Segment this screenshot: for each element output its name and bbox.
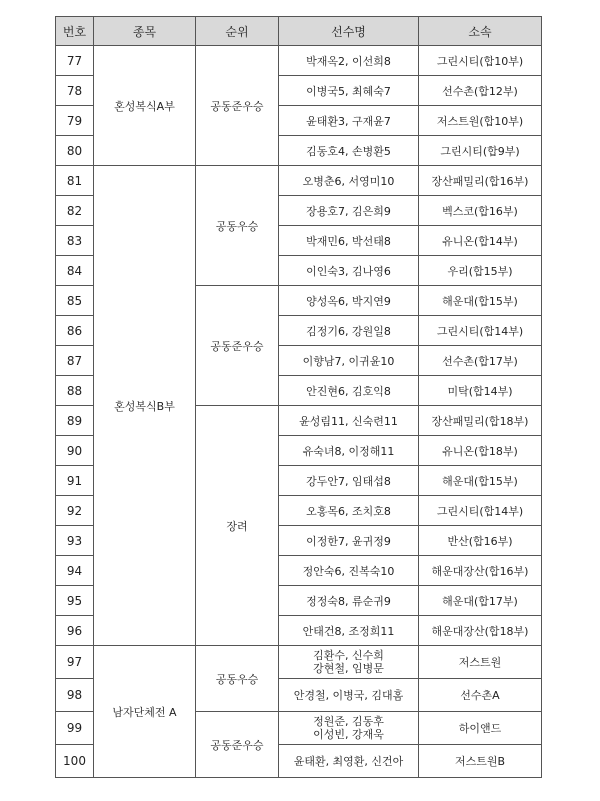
club-cell: 하이앤드: [419, 712, 542, 745]
club-cell: 선수촌(합17부): [419, 346, 542, 376]
event-cell: 혼성복식A부: [94, 46, 196, 166]
club-cell: 그린시티(합14부): [419, 496, 542, 526]
row-number: 81: [56, 166, 94, 196]
club-cell: 미탁(합14부): [419, 376, 542, 406]
header-players: 선수명: [279, 17, 419, 46]
rank-cell: 공동준우승: [196, 712, 279, 778]
row-number: 94: [56, 556, 94, 586]
rank-cell: 공동우승: [196, 166, 279, 286]
row-number: 92: [56, 496, 94, 526]
players-cell: [279, 712, 419, 745]
players-cell: 김정기6, 강원일8: [279, 316, 419, 346]
row-number: 95: [56, 586, 94, 616]
players-cell: 이향남7, 이귀윤10: [279, 346, 419, 376]
players-cell: 장용호7, 김은희9: [279, 196, 419, 226]
row-number: 99: [56, 712, 94, 745]
row-number: 98: [56, 679, 94, 712]
row-number: 90: [56, 436, 94, 466]
event-cell: 남자단체전 A: [94, 646, 196, 778]
players-cell: 오병춘6, 서영미10: [279, 166, 419, 196]
row-number: 79: [56, 106, 94, 136]
rank-cell: 공동준우승: [196, 46, 279, 166]
players-cell: 이정한7, 윤귀정9: [279, 526, 419, 556]
players-line: 김환수, 신수희: [313, 649, 384, 662]
players-line: 이성빈, 강재욱: [313, 728, 384, 741]
row-number: 80: [56, 136, 94, 166]
club-cell: 해운대장산(합18부): [419, 616, 542, 646]
header-club: 소속: [419, 17, 542, 46]
row-number: 83: [56, 226, 94, 256]
row-number: 88: [56, 376, 94, 406]
header-rank: 순위: [196, 17, 279, 46]
players-line: 강현철, 임병문: [313, 662, 384, 675]
players-cell: [279, 646, 419, 679]
players-cell: 정정숙8, 류순귀9: [279, 586, 419, 616]
club-cell: 해운대(합15부): [419, 286, 542, 316]
players-cell: 안진현6, 김호익8: [279, 376, 419, 406]
table-row: [56, 46, 542, 76]
club-cell: 우리(합15부): [419, 256, 542, 286]
club-cell: 해운대장산(합16부): [419, 556, 542, 586]
club-cell: 선수촌(합12부): [419, 76, 542, 106]
club-cell: 유니온(합14부): [419, 226, 542, 256]
row-number: 85: [56, 286, 94, 316]
players-cell: 윤태환3, 구재윤7: [279, 106, 419, 136]
club-cell: 장산패밀리(합18부): [419, 406, 542, 436]
club-cell: 반산(합16부): [419, 526, 542, 556]
players-cell: 강두안7, 임태섭8: [279, 466, 419, 496]
rank-cell: 공동준우승: [196, 286, 279, 406]
players-cell: 박재옥2, 이선희8: [279, 46, 419, 76]
club-cell: 벡스코(합16부): [419, 196, 542, 226]
row-number: 89: [56, 406, 94, 436]
players-cell: 윤태환, 최영환, 신건아: [279, 745, 419, 778]
club-cell: 유니온(합18부): [419, 436, 542, 466]
row-number: 78: [56, 76, 94, 106]
header-row: [56, 17, 542, 46]
header-number: 번호: [56, 17, 94, 46]
players-cell: 윤성림11, 신숙련11: [279, 406, 419, 436]
club-cell: 선수촌A: [419, 679, 542, 712]
players-cell: 이인숙3, 김나영6: [279, 256, 419, 286]
club-cell: 그린시티(합14부): [419, 316, 542, 346]
club-cell: 해운대(합15부): [419, 466, 542, 496]
results-table: [55, 16, 542, 778]
row-number: 87: [56, 346, 94, 376]
players-cell: 오홍목6, 조치호8: [279, 496, 419, 526]
players-cell: 안태건8, 조정희11: [279, 616, 419, 646]
club-cell: 저스트원B: [419, 745, 542, 778]
row-number: 91: [56, 466, 94, 496]
players-line: 정원준, 김동후: [313, 715, 384, 728]
row-number: 96: [56, 616, 94, 646]
club-cell: 장산패밀리(합16부): [419, 166, 542, 196]
row-number: 82: [56, 196, 94, 226]
players-cell: 이병국5, 최혜숙7: [279, 76, 419, 106]
row-number: 100: [56, 745, 94, 778]
row-number: 93: [56, 526, 94, 556]
rank-cell: 공동우승: [196, 646, 279, 712]
table-row: [56, 166, 542, 196]
event-cell: 혼성복식B부: [94, 166, 196, 646]
table-row: [56, 646, 542, 679]
row-number: 97: [56, 646, 94, 679]
rank-cell: 장려: [196, 406, 279, 646]
row-number: 86: [56, 316, 94, 346]
players-cell: 정안숙6, 진복숙10: [279, 556, 419, 586]
club-cell: 저스트원(합10부): [419, 106, 542, 136]
header-event: 종목: [94, 17, 196, 46]
club-cell: 그린시티(합10부): [419, 46, 542, 76]
club-cell: 그린시티(합9부): [419, 136, 542, 166]
players-cell: 김동호4, 손병환5: [279, 136, 419, 166]
players-cell: 유숙녀8, 이정해11: [279, 436, 419, 466]
players-cell: 박재민6, 박선태8: [279, 226, 419, 256]
row-number: 77: [56, 46, 94, 76]
players-cell: 안경철, 이병국, 김대홈: [279, 679, 419, 712]
club-cell: 해운대(합17부): [419, 586, 542, 616]
row-number: 84: [56, 256, 94, 286]
club-cell: 저스트원: [419, 646, 542, 679]
players-cell: 양성옥6, 박지연9: [279, 286, 419, 316]
